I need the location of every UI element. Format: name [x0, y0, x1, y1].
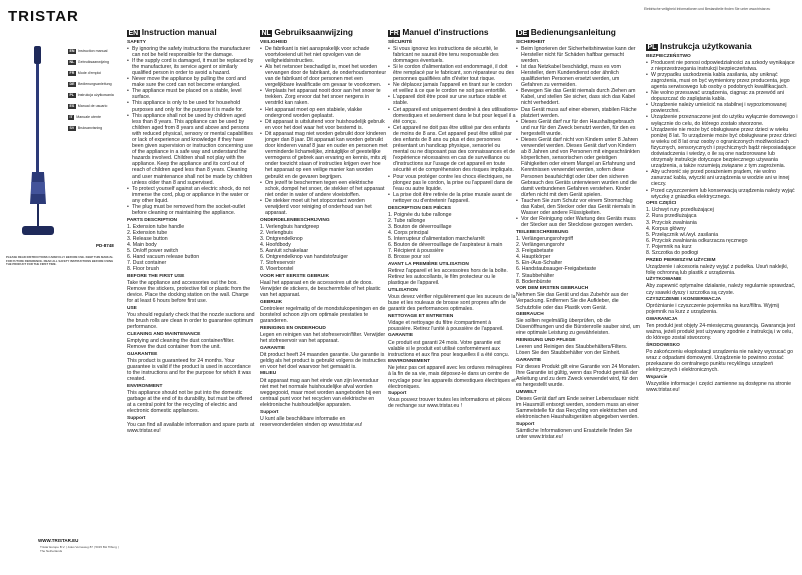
section-title-text: Bedienungsanleitung: [530, 28, 616, 37]
guarantee-text: Ten produkt jest objęty 24-miesięczną gwarancją. Gwarancja jest ważna, jeżeli produkt jest używany zgodnie z instrukcją i w celu, do którego został stworzony.: [646, 323, 796, 342]
parts-item: 6. Handstaubsauger-Freigabetaste: [516, 266, 597, 273]
before-heading: VOR DEM ERSTEN GEBRAUCH: [516, 286, 589, 292]
safety-bullet: • Dit apparaat is uitsluitend voor huishoudelijk gebruik en voor het doel waar het voor bestemd is.: [260, 119, 388, 131]
safety-bullet: • Przed czyszczeniem lub konserwacją urządzenia należy wyjąć wtyczkę z gniazdka elektrycznego.: [646, 188, 798, 200]
environment-heading: UMWELT: [516, 389, 537, 395]
parts-item: 8. Brosse pour sol: [388, 254, 430, 261]
section-title: [127, 28, 255, 38]
parts-item: 5. Aan/uit schakelaar: [260, 248, 309, 255]
language-name: Gebruiksaanwijzing: [77, 60, 109, 65]
section-title: [260, 28, 388, 38]
parts-item: 6. Bouton de déverrouillage de l'aspirateur à main: [388, 242, 503, 249]
cover-panel: [0, 0, 122, 575]
language-name: Instrukcja użytkowania: [77, 93, 114, 98]
safety-bullet: • Om jezelf te beschermen tegen een elektrische schok, dompel het snoer, de stekker of het apparaat niet onder in water of andere vloeistoffen.: [260, 180, 388, 198]
cleaning-text: Opróżnianie i czyszczenie pojemnika na kurz/filtra. Wyjmij pojemnik na kurz z urządzenia.: [646, 303, 779, 316]
guarantee-heading: GUARANTEE: [127, 351, 158, 357]
safety-bullet: • Cet appareil est uniquement destiné à des utilisations domestiques et seulement dans le but pour lequel il a été conçu.: [388, 107, 516, 125]
use-text: Aby zapewnić optymalne działanie, należy regularnie sprawdzać, czy ssawki dyszy i szczotka są czyste.: [646, 283, 796, 296]
support-heading: Support: [260, 409, 279, 415]
safety-bullet: • Aby uchronić się przed porażeniem prądem, nie wolno zanurzać kabla, wtyczki ani urządzenia w wodzie ani w innej cieczy.: [646, 169, 798, 187]
environment-text: Po zakończeniu eksploatacji urządzenia nie należy wyrzucać go wraz z odpadami domowymi. Urządzenie to powinno zostać przekazane do centralnego punktu recyklingu urządzeń elektrycznych i elektronicznych.: [646, 348, 794, 374]
parts-item: 1. Verlengbuis handgreep: [260, 223, 320, 230]
guarantee-heading: GARANTIE: [260, 345, 286, 351]
cleaning-text: Legen en reinigen van het stofreservoir/filter. Verwijder het stofreservoir van het apparaat.: [260, 331, 386, 344]
column-en: [127, 28, 255, 434]
safety-bullet: • Producent nie ponosi odpowiedzialności za szkody wynikające z nieprzestrzegania instrukcji bezpieczeństwa.: [646, 60, 798, 72]
support-text: Sämtliche Informationen und Ersatzteile finden Sie unter www.tristar.eu!: [516, 427, 633, 440]
safety-bullet: • Bewegen Sie das Gerät niemals durch Ziehen am Kabel, und stellen Sie sicher, dass sich das Kabel nicht verheddert.: [516, 88, 642, 106]
column-fr: [388, 28, 516, 410]
guarantee-heading: GWARANCJA: [646, 316, 678, 322]
use-text: Vous devez vérifier régulièrement que les suceurs de la buse et les rouleaux de brosse sont propres afin de garantir des performances optimales.: [388, 293, 516, 313]
safety-bullet: • Dit apparaat mag niet worden gebruikt door kinderen jonger dan 8 jaar. Dit apparaat kan worden gebruikt door kinderen vanaf 8 jaar en ouder en personen met verminderde lichamelijke, zintuiglijke of geestelijke vermogens of gebrek aan ervaring en kennis, mits zij onder toezicht staan of instructies krijgen over hoe het apparaat op een veilige manier kan worden gebruikt en de gevaren begrijpen.: [260, 131, 388, 180]
guarantee-text: Für dieses Produkt gilt eine Garantie von 24 Monaten. Ihre Garantie ist gültig, wenn das Produkt gemäß der Anleitung und zu dem Zweck verwendet wird, für den es hergestellt wurde.: [516, 363, 641, 389]
safety-bullet: • Never move the appliance by pulling the cord and make sure the cord can not become entangled.: [127, 76, 255, 88]
language-code: SV: [69, 125, 75, 130]
parts-item: 8. Vloerborstel: [260, 266, 294, 273]
safety-bullet: • Tauchen Sie zum Schutz vor einem Stromschlag das Kabel, den Stecker oder das Gerät niemals in Wasser oder andere Flüssigkeiten.: [516, 198, 642, 216]
safety-bullet: • Ist das Netzkabel beschädigt, muss es vom Hersteller, dem Kundendienst oder ähnlich qualifizierten Personen ersetzt werden, um Gefahren zu vermeiden.: [516, 64, 642, 88]
cleaning-heading: CLEANING AND MAINTENANCE: [127, 331, 201, 337]
environment-text: Ne jetez pas cet appareil avec les ordures ménagères à la fin de sa vie, mais déposez-le dans un centre de recyclage pour les appareils domestiques électriques et électroniques.: [388, 365, 516, 390]
language-item: [68, 68, 118, 78]
section-title-text: Instruction manual: [141, 28, 217, 37]
safety-bullet: • Nie wolno przesuwać urządzenia, ciągnąc za przewód ani dopuszczać do zaplątania kabla.: [646, 90, 798, 102]
parts-item: 8. Bodenbürste: [516, 278, 552, 285]
environment-heading: ENVIRONNEMENT: [388, 359, 431, 365]
parts-item: 7. Récipient à poussière: [388, 248, 444, 255]
guarantee-text: Dit product heeft 24 maanden garantie. Uw garantie is geldig als het product is gebruikt volgens de instructies en voor het doel waarvoor het gemaakt is.: [260, 351, 386, 370]
parts-item: 3. Release button: [127, 236, 168, 242]
before-heading: AVANT LA PREMIÈRE UTILISATION: [388, 261, 469, 267]
language-name: Mode d'emploi: [77, 71, 102, 76]
parts-item: 5. Interrupteur d'alimentation marche/arrêt: [388, 236, 485, 242]
language-code: FR: [69, 70, 75, 75]
language-code: EN: [128, 30, 139, 37]
safety-bullet: • Dieses Gerät darf nur für den Haushaltsgebrauch und nur für den Zweck benutzt werden, für den es hergestellt wurde.: [516, 119, 642, 137]
use-heading: GEBRAUCH: [516, 312, 544, 318]
parts-item: 5. Ein-/Aus-Schalter: [516, 260, 563, 267]
parts-heading: TEILEBESCHREIBUNG: [516, 229, 569, 235]
support-heading: Wsparcie: [646, 374, 668, 380]
safety-bullet: • Pour vous protéger contre les chocs électriques, ne plongez pas le cordon, la prise ou l'appareil dans de l'eau ou autre liquide.: [388, 174, 516, 192]
safety-bullet: • De stekker moet uit het stopcontact worden verwijderd voor reiniging of onderhoud van het apparaat.: [260, 198, 388, 216]
parts-item: 2. Verlängerungsrohr: [516, 242, 565, 249]
language-code: DE: [69, 81, 75, 86]
section-title-text: Manuel d'instructions: [402, 28, 489, 37]
support-text: U kunt alle beschikbare informatie en reserveonderdelen vinden op www.tristar.eu!: [260, 415, 363, 428]
parts-item: 5. On/off power switch: [127, 248, 179, 255]
safety-bullet: • Si vous ignorez les instructions de sécurité, le fabricant ne saurait être tenu responsable des dommages éventuels.: [388, 46, 516, 64]
parts-item: 7. Pojemnik na kurz: [646, 243, 692, 250]
parts-item: 3. Freigabetaste: [516, 248, 554, 255]
before-heading: PRZED PIERWSZYM UŻYCIEM: [646, 257, 716, 263]
parts-item: 6. Hand vacuum release button: [127, 254, 200, 261]
language-item: [68, 57, 118, 67]
safety-bullet: • This appliance shall not be used by children aged less than 8 years. This appliance can be used by children aged from 8 years and above and persons with reduced physical, sensory or mental capabilities or lack of experience and knowledge if they have been given supervision or instruction concerning use of the appliance in a safe way and understand the hazards involved. Children shall not play with the appliance. Keep the appliance and its cord out of reach of children aged less than 8 years. Cleaning and user maintenance shall not be made by children unless older than 8 and supervised.: [127, 113, 255, 186]
language-code: DE: [517, 30, 528, 37]
section-title-text: Gebruiksaanwijzing: [274, 28, 353, 37]
language-code: PL: [69, 92, 75, 97]
language-code: PL: [647, 44, 657, 51]
use-text: You should regularly check that the nozzle suctions and the brush rolls are clean in order to guarantee optimum performance.: [127, 312, 255, 331]
section-title-text: Instrukcja użytkowania: [659, 42, 752, 51]
safety-bullet: • If the supply cord is damaged, it must be replaced by the manufacturer, its service agent or similarly qualified person in order to avoid a hazard.: [127, 58, 255, 76]
environment-heading: ENVIRONMENT: [127, 383, 163, 389]
parts-item: 2. Rura przedłużająca: [646, 213, 697, 220]
safety-bullet: • Si le cordon d'alimentation est endommagé, il doit être remplacé par le fabricant, son réparateur ou des personnes qualifiées afin d'éviter tout risque.: [388, 64, 516, 82]
language-code: IT: [69, 114, 73, 119]
parts-item: 1. Verlängerungsrohrgriff: [516, 236, 574, 242]
safety-bullet: • Urządzenie należy umieścić na stabilnej i wypoziomowanej powierzchni.: [646, 102, 798, 114]
column-pl: [646, 42, 798, 393]
cleaning-heading: CZYSZCZENIE I KONSERWACJA: [646, 297, 722, 303]
language-item: [68, 46, 118, 56]
support-heading: Support: [388, 391, 407, 397]
use-heading: USE: [127, 306, 137, 312]
section-title: [516, 28, 642, 38]
safety-bullet: • Beim Ignorieren der Sicherheitshinweise kann der Hersteller nicht für Schäden haftbar gemacht werden.: [516, 46, 642, 64]
support-heading: Support: [516, 421, 535, 427]
parts-item: 4. Hauptkörper: [516, 254, 551, 261]
parts-item: 3. Bouton de déverrouillage: [388, 223, 452, 230]
safety-heading: SICHERHEIT: [516, 39, 546, 45]
support-heading: Support: [127, 415, 146, 421]
safety-bullet: • Vor der Reinigung oder Wartung des Geräts muss der Stecker aus der Steckdose gezogen werden.: [516, 216, 642, 228]
safety-bullet: • By ignoring the safety instructions the manufacturer can not be held responsible for the damage.: [127, 46, 255, 58]
parts-item: 1. Poignée du tube rallonge: [388, 211, 452, 218]
parts-heading: ONDERDELENBESCHRIJVING: [260, 217, 330, 223]
safety-bullet: • W przypadku uszkodzenia kabla zasilania, aby uniknąć zagrożenia, musi on być wymieniony przez producenta, jego agenta serwisowego lub osoby o podobnych kwalifikacjach.: [646, 72, 798, 90]
parts-item: 4. Korpus główny: [646, 225, 686, 232]
use-heading: UŻYTKOWANIE: [646, 277, 682, 283]
before-text: Retirez l'appareil et les accessoires hors de la boîte. Retirez les autocollants, le film protecteur ou le plastique de l'appareil.: [388, 267, 508, 287]
environment-heading: ŚRODOWISKO: [646, 342, 680, 348]
safety-heading: SÉCURITÉ: [388, 39, 413, 45]
parts-item: 4. Main body: [127, 242, 157, 249]
safety-bullet: • Als het netsnoer beschadigd is, moet het worden vervangen door de fabrikant, de onderhoudsmonteur van de fabrikant of door personen met een vergelijkbare kwalificatie om gevaar te voorkomen.: [260, 64, 388, 88]
safety-bullet: • Das Gerät muss auf einer ebenen, stabilen Fläche platziert werden.: [516, 107, 642, 119]
safety-bullet: • Het apparaat moet op een stabiele, vlakke ondergrond worden geplaatst.: [260, 107, 388, 119]
parts-item: 2. Extension tube: [127, 229, 168, 236]
section-title: [646, 42, 798, 52]
use-heading: GEBRUIK: [260, 299, 283, 305]
safety-bullet: • Cet appareil ne doit pas être utilisé par des enfants de moins de 8 ans. Cet appareil peut être utilisé par des enfants de 8 ans ou plus et des personnes présentant un handicap physique, sensoriel ou mental ou ne disposant pas des connaissances et de l'expérience nécessaires en cas de surveillance ou d'instructions sur l'usage de cet appareil en toute sécurité et de compréhension des risques impliqués.: [388, 125, 516, 174]
parts-item: 7. Staubbehälter: [516, 272, 555, 279]
safety-bullet: • Dieses Gerät darf nicht von Kindern unter 8 Jahren verwendet werden. Dieses Gerät darf von Kindern ab 8 Jahren und von Personen mit eingeschränkten körperlichen, sensorischen oder geistigen Fähigkeiten oder einem Mangel an Erfahrung und Kenntnissen verwendet werden, sofern diese Personen beaufsichtigt oder über den sicheren Gebrauch des Geräts unterwiesen wurden und die damit verbundenen Gefahren verstehen. Kinder dürfen nicht mit dem Gerät spielen.: [516, 137, 642, 198]
safety-bullet: • La prise doit être retirée de la prise murale avant de nettoyer ou d'entretenir l'appareil.: [388, 192, 516, 204]
parts-item: 3. Przycisk zwalniania: [646, 219, 697, 226]
parts-heading: DESCRIPTION DES PIÈCES: [388, 205, 451, 211]
parts-item: 8. Szczotka do podłogi: [646, 250, 699, 256]
safety-bullet: • Verplaats het apparaat nooit door aan het snoer te trekken. Zorg ervoor dat het snoer nergens in verstrikt kan raken.: [260, 88, 388, 106]
environment-text: Dieses Gerät darf am Ende seiner Lebensdauer nicht im Hausmüll entsorgt werden, sondern muss an einer Sammelstelle für das Recycling von elektrischen und elektronischen Haushaltsgeräten abgegeben werden.: [516, 395, 639, 421]
support-text: Wszystkie informacje i części zamienne są dostępne na stronie www.tristar.eu!: [646, 380, 792, 393]
cover-note: PLEASE READ INSTRUCTIONS CAREFULLY BEFORE USE. KEEP THIS MANUAL FOR FUTURE REFERENCE. READ ALL SAFETY INSTRUCTIONS BEFORE USING THE PRODUCT FOR THE FIRST TIME.: [6, 255, 114, 267]
parts-heading: OPIS CZĘŚCI: [646, 201, 677, 207]
before-heading: VOOR HET EERSTE GEBRUIK: [260, 274, 330, 280]
language-code: FR: [389, 30, 399, 37]
before-text: Urządzenie i akcesoria należy wyjąć z pudełka. Usuń naklejki, folię ochronną lub plastik z urządzenia.: [646, 263, 789, 276]
cleaning-text: Vidage et nettoyage du filtre /compartiment à poussière. Retirez l'unité à poussière de l'appareil.: [388, 319, 504, 332]
language-name: Manual de usuario: [77, 104, 108, 109]
cleaning-text: Leeren und Reinigen des Staubbehälters/Filters. Lösen Sie den Staubbehälter von der Einheit.: [516, 344, 628, 357]
safety-heading: SAFETY: [127, 39, 146, 45]
guarantee-heading: GARANTIE: [388, 333, 414, 339]
use-heading: UTILISATION: [388, 287, 418, 293]
support-text: Vous pouvez trouver toutes les informations et pièces de rechange sur www.tristar.eu !: [388, 397, 511, 410]
parts-item: 7. Stofreservoir: [260, 260, 296, 267]
website-link[interactable]: WWW.TRISTAR.EU: [38, 538, 79, 543]
language-list: [68, 46, 118, 134]
section-title: [388, 28, 516, 38]
before-text: Nehmen Sie das Gerät und das Zubehör aus der Verpackung. Entfernen Sie die Aufkleber, die Schutzfolie oder das Plastik vom Gerät.: [516, 292, 629, 311]
safety-bullet: • L'appareil doit être posé sur une surface stable et stable.: [388, 94, 516, 106]
safety-bullet: • The plug must be removed from the socket-outlet before cleaning or maintaining the appliance.: [127, 204, 255, 216]
safety-bullet: • Urządzenie nie może być obsługiwane przez dzieci w wieku poniżej 8 lat. To urządzenie może być obsługiwane przez dzieci w wieku od 8 lat oraz osoby o ograniczonych możliwościach fizycznych, sensorycznych i psychicznych bądź nieposiadające doświadczenia i wiedzy, o ile są one nadzorowane lub otrzymały instrukcje dotyczące bezpiecznego używania urządzenia, a także rozumieją związane z tym zagrożenia.: [646, 127, 798, 170]
parts-item: 4. Corps principal: [388, 229, 429, 236]
language-item: [68, 123, 118, 133]
stick-vacuum-illustration: [10, 44, 66, 244]
support-text: You can find all available information and spare parts at www.tristar.eu!: [127, 421, 255, 434]
language-name: Manuale utente: [76, 115, 101, 120]
environment-text: This appliance should not be put into the domestic garbage at the end of its durability, but must be offered at a central point for the recycling of electric and electronic domestic appliances.: [127, 389, 253, 415]
guarantee-text: This product is guaranteed for 24 months. Your guarantee is valid if the product is used in accordance to the instructions and for the purpose for which it was created.: [127, 357, 251, 383]
model-number: PD-8748: [96, 243, 114, 248]
environment-heading: MILIEU: [260, 371, 277, 377]
use-text: Controleer regelmatig of de mondstukopeningen en de borstelrol schoon zijn om optimale prestaties te garanderen.: [260, 306, 386, 325]
language-name: Instruction manual: [78, 49, 108, 54]
cleaning-text: Emptying and cleaning the dust container/filter. Remove the dust container from the unit.: [127, 338, 235, 351]
safety-heading: VEILIGHEID: [260, 39, 288, 45]
parts-item: 7. Dust container: [127, 260, 167, 267]
parts-item: 8. Floor brush: [127, 266, 160, 273]
column-de: [516, 28, 642, 440]
language-item: [68, 90, 118, 100]
before-text: Take the appliance and accessories out the box. Remove the stickers, protective foil or plastic from the device. Place the docking station on the wall. Charge for at least 6 hours before first use.: [127, 280, 251, 305]
parts-item: 5. Przełącznik wł./wył. zasilania: [646, 231, 719, 238]
language-item: [68, 101, 118, 111]
cleaning-heading: REINIGUNG UND PFLEGE: [516, 338, 576, 343]
parts-item: 3. Ontgrendelknop: [260, 236, 303, 242]
company-address: Tristar Europe B.V. | Jules Verneweg 87 | 5015 BH Tilburg | The Netherlands: [40, 545, 119, 553]
safety-bullet: • Ne déplacez jamais l'appareil en tirant sur le cordon et veillez à ce que le cordon ne soit pas entortillé.: [388, 82, 516, 94]
language-code: ES: [69, 103, 75, 108]
safety-bullet: • The appliance must be placed on a stable, level surface.: [127, 88, 255, 100]
parts-item: 1. Uchwyt rury przedłużającej: [646, 207, 714, 214]
language-code: NL: [261, 30, 271, 37]
parts-item: 2. Verlengbuis: [260, 229, 293, 236]
parts-item: 2. Tube rallonge: [388, 217, 426, 224]
parts-heading: PARTS DESCRIPTION: [127, 217, 178, 223]
safety-bullet: • Urządzenie przeznaczone jest do użytku wyłącznie domowego i wyłącznie do celu, do którego zostało stworzone.: [646, 114, 798, 126]
brand-logo: TRISTAR: [8, 8, 79, 25]
column-nl: [260, 28, 388, 428]
safety-bullet: • To protect yourself against an electric shock, do not immerse the cord, plug or appliance in the water or any other liquid.: [127, 186, 255, 204]
header-note: Elektrische veiligheid Informationen und Bestandteile finden Sie unter www.tristar.eu: [644, 7, 771, 11]
parts-item: 6. Przycisk zwalniania odkurzacza ręcznego: [646, 237, 748, 244]
guarantee-heading: GARANTIE: [516, 357, 542, 363]
language-item: [68, 79, 118, 89]
use-text: Sie sollten regelmäßig überprüfen, ob die Düsenöffnungen und die Bürstenrolle sauber sind, um eine optimale Leistung zu gewährleisten.: [516, 318, 640, 337]
safety-bullet: • De fabrikant is niet aansprakelijk voor schade voortvloeiend uit het niet opvolgen van de veiligheidsinstructies.: [260, 46, 388, 64]
cleaning-heading: NETTOYAGE ET ENTRETIEN: [388, 313, 454, 319]
guarantee-text: Ce produit est garanti 24 mois. Votre garantie est valable si le produit est utilisé conformément aux instructions et aux fins pour lesquelles il a été conçu.: [388, 339, 510, 358]
language-name: Bruksanvisning: [77, 126, 103, 131]
safety-heading: BEZPIECZEŃSTWO: [646, 53, 691, 59]
safety-bullet: • This appliance is only to be used for household purposes and only for the purpose it is made for.: [127, 100, 255, 112]
before-text: Haal het apparaat en de accessoires uit de doos. Verwijder de stickers, de beschermfolie of het plastic van het apparaat.: [260, 280, 381, 299]
language-code: NL: [69, 59, 75, 64]
language-code: EN: [69, 48, 75, 53]
parts-item: 6. Ontgrendelknop van handstofzuiger: [260, 254, 348, 261]
cleaning-heading: REINIGING EN ONDERHOUD: [260, 325, 326, 331]
environment-text: Dit apparaat mag aan het einde van zijn levensduur niet met het normale huishoudelijke afval worden weggegooid, maar moet worden aangeboden bij een centraal punt voor het recyclen van elektrische en elektronische huishoudelijke apparaten.: [260, 377, 382, 408]
parts-item: 4. Hoofdbody: [260, 242, 291, 249]
parts-item: 1. Extension tube handle: [127, 223, 185, 230]
before-heading: BEFORE THE FIRST USE: [127, 274, 185, 280]
language-name: Bedienungsanleitung: [78, 82, 112, 87]
language-item: [68, 112, 118, 122]
